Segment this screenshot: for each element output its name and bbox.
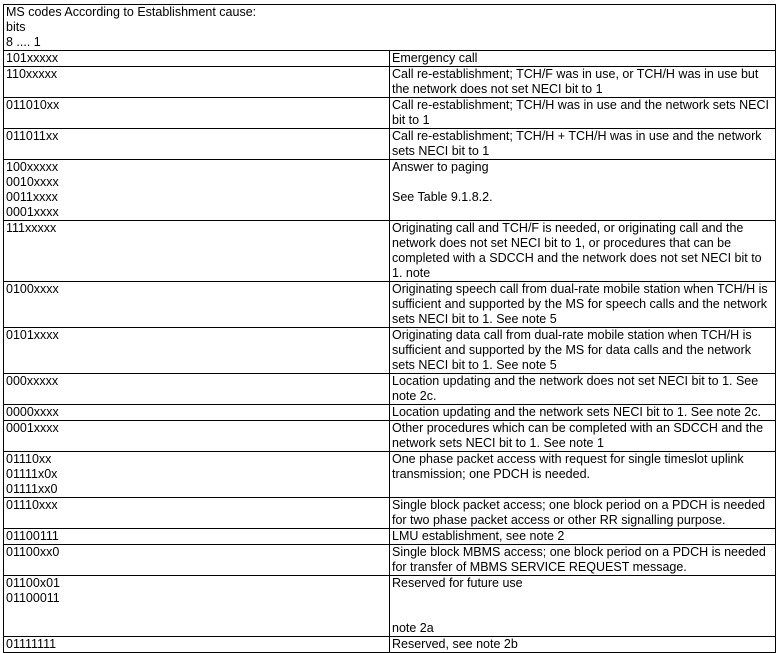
code-value: 01111xx0 <box>6 482 58 496</box>
description-cell <box>390 498 776 529</box>
description-text: Originating call and TCH/F is needed, or originating call and the network does not set NECI bit to 1, or procedures that can be completed with a SDCCH and the network does not set NECI bit to 1. note <box>392 221 762 280</box>
code-cell <box>4 405 390 421</box>
code-value: 0101xxxx <box>6 328 59 342</box>
description-cell <box>390 374 776 405</box>
code-value: 01111x0x <box>6 467 58 481</box>
code-value: 01100111 <box>6 529 59 543</box>
table-row <box>4 545 776 576</box>
code-value: 111xxxxx <box>6 221 57 235</box>
code-cell <box>4 98 390 129</box>
code-value: 0001xxxx <box>6 205 59 219</box>
code-cell <box>4 576 390 637</box>
description-text: Call re-establishment; TCH/F was in use, or TCH/H was in use but the network does not set NECI bit to 1 <box>392 67 759 96</box>
code-value: 01110xxx <box>6 498 58 512</box>
description-cell <box>390 529 776 545</box>
table-row <box>4 328 776 374</box>
table-row <box>4 405 776 421</box>
description-cell <box>390 51 776 67</box>
establishment-cause-table <box>3 4 776 653</box>
table-title: MS codes According to Establishment cause: <box>6 5 257 19</box>
description-text: Call re-establishment; TCH/H was in use and the network sets NECI bit to 1 <box>392 98 770 127</box>
table-row <box>4 452 776 498</box>
description-text: Call re-establishment; TCH/H + TCH/H was in use and the network sets NECI bit to 1 <box>392 129 762 158</box>
table-row <box>4 98 776 129</box>
code-cell <box>4 452 390 498</box>
table-row <box>4 529 776 545</box>
code-value: 0001xxxx <box>6 421 59 435</box>
code-cell <box>4 51 390 67</box>
spacer <box>392 175 773 190</box>
code-value: 101xxxxx <box>6 51 59 65</box>
code-cell <box>4 282 390 328</box>
code-cell <box>4 545 390 576</box>
table-row <box>4 67 776 98</box>
code-value: 0010xxxx <box>6 175 59 189</box>
table-row <box>4 129 776 160</box>
description-text: Originating data call from dual-rate mobile station when TCH/H is sufficient and supported by the MS for data calls and the network sets NECI bit to 1. See note 5 <box>392 328 752 372</box>
code-value: 000xxxxx <box>6 374 59 388</box>
code-cell <box>4 160 390 221</box>
table-row <box>4 498 776 529</box>
description-cell <box>390 160 776 221</box>
code-value: 011011xx <box>6 129 59 143</box>
description-cell <box>390 129 776 160</box>
code-cell <box>4 129 390 160</box>
description-note: See Table 9.1.8.2. <box>392 190 493 204</box>
description-cell <box>390 545 776 576</box>
description-text: Answer to paging <box>392 160 489 174</box>
code-value: 110xxxxx <box>6 67 58 81</box>
code-cell <box>4 67 390 98</box>
table-row <box>4 637 776 653</box>
table-header-row <box>4 5 776 51</box>
description-cell <box>390 328 776 374</box>
table-row <box>4 221 776 282</box>
code-value: 01111111 <box>6 637 57 651</box>
description-text: Originating speech call from dual-rate mobile station when TCH/H is sufficient and supported by the MS for speech calls and the network sets NECI bit to 1. See note 5 <box>392 282 768 326</box>
description-text: LMU establishment, see note 2 <box>392 529 565 543</box>
description-text: Location updating and the network does not set NECI bit to 1. See note 2c. <box>392 374 759 403</box>
code-value: 01100xx0 <box>6 545 60 559</box>
table-row <box>4 160 776 221</box>
description-cell <box>390 637 776 653</box>
bits-label: bits <box>6 20 26 34</box>
description-text: Reserved for future use <box>392 576 523 590</box>
description-cell <box>390 452 776 498</box>
description-cell <box>390 421 776 452</box>
table-row <box>4 51 776 67</box>
code-value: 01100011 <box>6 591 60 605</box>
description-cell <box>390 221 776 282</box>
description-text: Single block packet access; one block period on a PDCH is needed for two phase packet access or other RR signalling purpose. <box>392 498 766 527</box>
code-value: 01110xx <box>6 452 52 466</box>
code-cell <box>4 529 390 545</box>
description-text: Location updating and the network sets NECI bit to 1. See note 2c. <box>392 405 761 419</box>
code-value: 0011xxxx <box>6 190 58 204</box>
description-cell <box>390 98 776 129</box>
description-cell <box>390 282 776 328</box>
spacer <box>392 591 773 606</box>
description-text: Reserved, see note 2b <box>392 637 518 651</box>
header-cell <box>4 5 776 51</box>
code-value: 100xxxxx <box>6 160 59 174</box>
code-value: 011010xx <box>6 98 60 112</box>
description-cell <box>390 67 776 98</box>
code-value: 01100x01 <box>6 576 60 590</box>
code-cell <box>4 374 390 405</box>
table-row <box>4 576 776 637</box>
code-cell <box>4 421 390 452</box>
table-row <box>4 421 776 452</box>
description-text: Single block MBMS access; one block period on a PDCH is needed for transfer of MBMS SERVICE REQUEST message. <box>392 545 766 574</box>
description-text: Emergency call <box>392 51 478 65</box>
description-note: note 2a <box>392 621 434 635</box>
code-cell <box>4 637 390 653</box>
description-cell <box>390 405 776 421</box>
description-cell <box>390 576 776 637</box>
code-value: 0100xxxx <box>6 282 59 296</box>
code-cell <box>4 328 390 374</box>
table-row <box>4 282 776 328</box>
code-cell <box>4 498 390 529</box>
table-row <box>4 374 776 405</box>
code-cell <box>4 221 390 282</box>
description-text: Other procedures which can be completed with an SDCCH and the network sets NECI bit to 1. See note 1 <box>392 421 764 450</box>
bits-range: 8 .... 1 <box>6 35 41 49</box>
description-text: One phase packet access with request for single timeslot uplink transmission; one PDCH is needed. <box>392 452 744 481</box>
code-value: 0000xxxx <box>6 405 59 419</box>
spacer <box>392 606 773 621</box>
